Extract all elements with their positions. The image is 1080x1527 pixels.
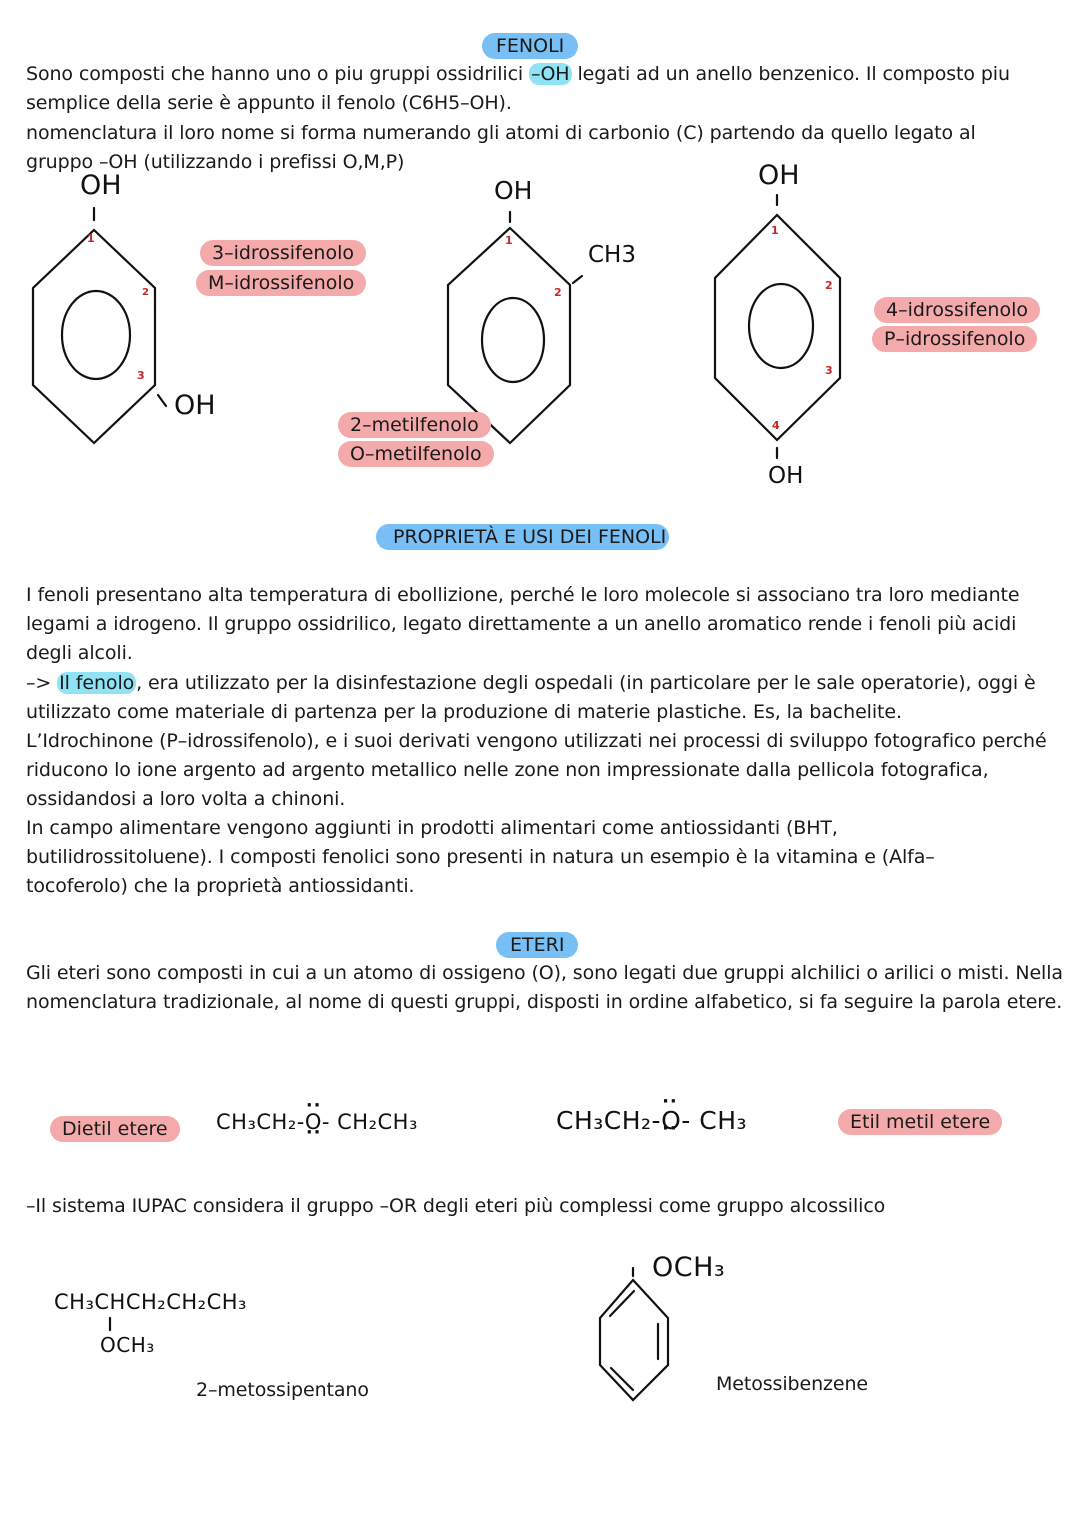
dietil-left: CH₃CH₂- — [216, 1110, 305, 1134]
s3-num-4: 4 — [772, 419, 780, 432]
s3-top-oh: OH — [758, 160, 800, 191]
section-title-fenoli: FENOLI — [482, 33, 578, 59]
fenoli-nomenclature: nomenclatura il loro nome si forma numerando gli atomi di carbonio (C) partendo da quello legato al gruppo –OH (utilizzando i prefissi O,M,P) — [26, 122, 976, 173]
label-metossibenzene: Metossibenzene — [716, 1373, 869, 1395]
fenoli-intro-pre: Sono composti che hanno uno o piu gruppi ossidrilici — [26, 63, 530, 85]
s2-num-1: 1 — [505, 234, 513, 247]
label-etil-metil-etere: Etil metil etere — [838, 1109, 1002, 1135]
section-title-eteri: ETERI — [496, 932, 578, 958]
proprieta-p4: In campo alimentare vengono aggiunti in prodotti alimentari come antiossidanti (BHT, butilidrossitoluene). I composti fenolici sono presenti in natura un esempio è la vitamina e (Alfa–tocoferolo) che la proprietà antiossidanti. — [26, 817, 935, 897]
dietil-oxygen: ·· O ·· — [305, 1110, 322, 1134]
s1-side-oh: OH — [174, 390, 216, 421]
label-dietil-etere: Dietil etere — [50, 1116, 180, 1142]
label-m-idrossifenolo: M–idrossifenolo — [196, 270, 366, 296]
s2-num-2: 2 — [554, 286, 562, 299]
proprieta-p3: L’Idrochinone (P–idrossifenolo), e i suoi derivati vengono utilizzati nei processi di sviluppo fotografico perché riducono lo ione argento ad argento metallico nelle zone non impressionate dalla pellicola fotografica, ossidandosi a loro volta a chinoni. — [26, 730, 1047, 810]
etilmetil-right: - CH₃ — [681, 1106, 748, 1135]
fenoli-intro-post: legati ad un anello benzenico. Il composto piu semplice della serie è appunto il fenolo (C6H5–OH). — [26, 63, 1010, 114]
section-title-proprieta: PROPRIETÀ E USI DEI FENOLI — [376, 524, 669, 550]
s1-num-3: 3 — [137, 369, 145, 382]
pentano-och3: OCH₃ — [100, 1333, 155, 1357]
dietil-right: - CH₂CH₃ — [321, 1110, 418, 1134]
eteri-iupac: –Il sistema IUPAC considera il gruppo –OR degli eteri più complessi come gruppo alcossilico — [26, 1195, 886, 1217]
s1-top-oh: OH — [80, 170, 122, 201]
label-o-metilfenolo: O–metilfenolo — [338, 441, 494, 467]
s2-ch3: CH3 — [588, 242, 636, 268]
eteri-p1: Gli eteri sono composti in cui a un atomo di ossigeno (O), sono legati due gruppi alchilici o arilici o misti. Nella nomenclatura tradizionale, al nome di questi gruppi, disposti in ordine alfabetico, si fa seguire la parola etere. — [26, 962, 1063, 1013]
etilmetil-left: CH₃CH₂- — [556, 1106, 662, 1135]
formula-2-metossipentano: CH₃CHCH₂CH₂CH₃ — [54, 1290, 247, 1314]
s3-num-1: 1 — [771, 224, 779, 237]
s1-num-2: 2 — [142, 287, 149, 298]
highlight-il-fenolo: Il fenolo — [59, 672, 135, 694]
s1-num-1: 1 — [87, 232, 95, 245]
label-3-idrossifenolo: 3–idrossifenolo — [200, 240, 366, 266]
label-4-idrossifenolo: 4–idrossifenolo — [874, 297, 1040, 323]
s3-num-2: 2 — [825, 279, 833, 292]
s3-bottom-oh: OH — [768, 463, 804, 489]
proprieta-p1: I fenoli presentano alta temperatura di ebollizione, perché le loro molecole si associano tra loro mediante legami a idrogeno. Il gruppo ossidrilico, legato direttamente a un anello aromatico rende i fenoli più acidi degli alcoli. — [26, 584, 1020, 664]
etilmetil-oxygen: ·· O ·· — [661, 1106, 681, 1135]
proprieta-p2-post: , era utilizzato per la disinfestazione degli ospedali (in particolare per le sale operatorie), oggi è utilizzato come materiale di partenza per la produzione di materie plastiche. Es, la bachelite. — [26, 672, 1036, 723]
label-2-metossipentano: 2–metossipentano — [196, 1379, 369, 1401]
s2-top-oh: OH — [494, 176, 533, 205]
highlight-oh: –OH — [531, 63, 570, 85]
label-p-idrossifenolo: P–idrossifenolo — [872, 326, 1037, 352]
arrow-text: –> — [26, 672, 58, 694]
label-2-metilfenolo: 2–metilfenolo — [338, 412, 491, 438]
benzene-och3: OCH₃ — [652, 1252, 726, 1283]
s3-num-3: 3 — [825, 364, 833, 377]
